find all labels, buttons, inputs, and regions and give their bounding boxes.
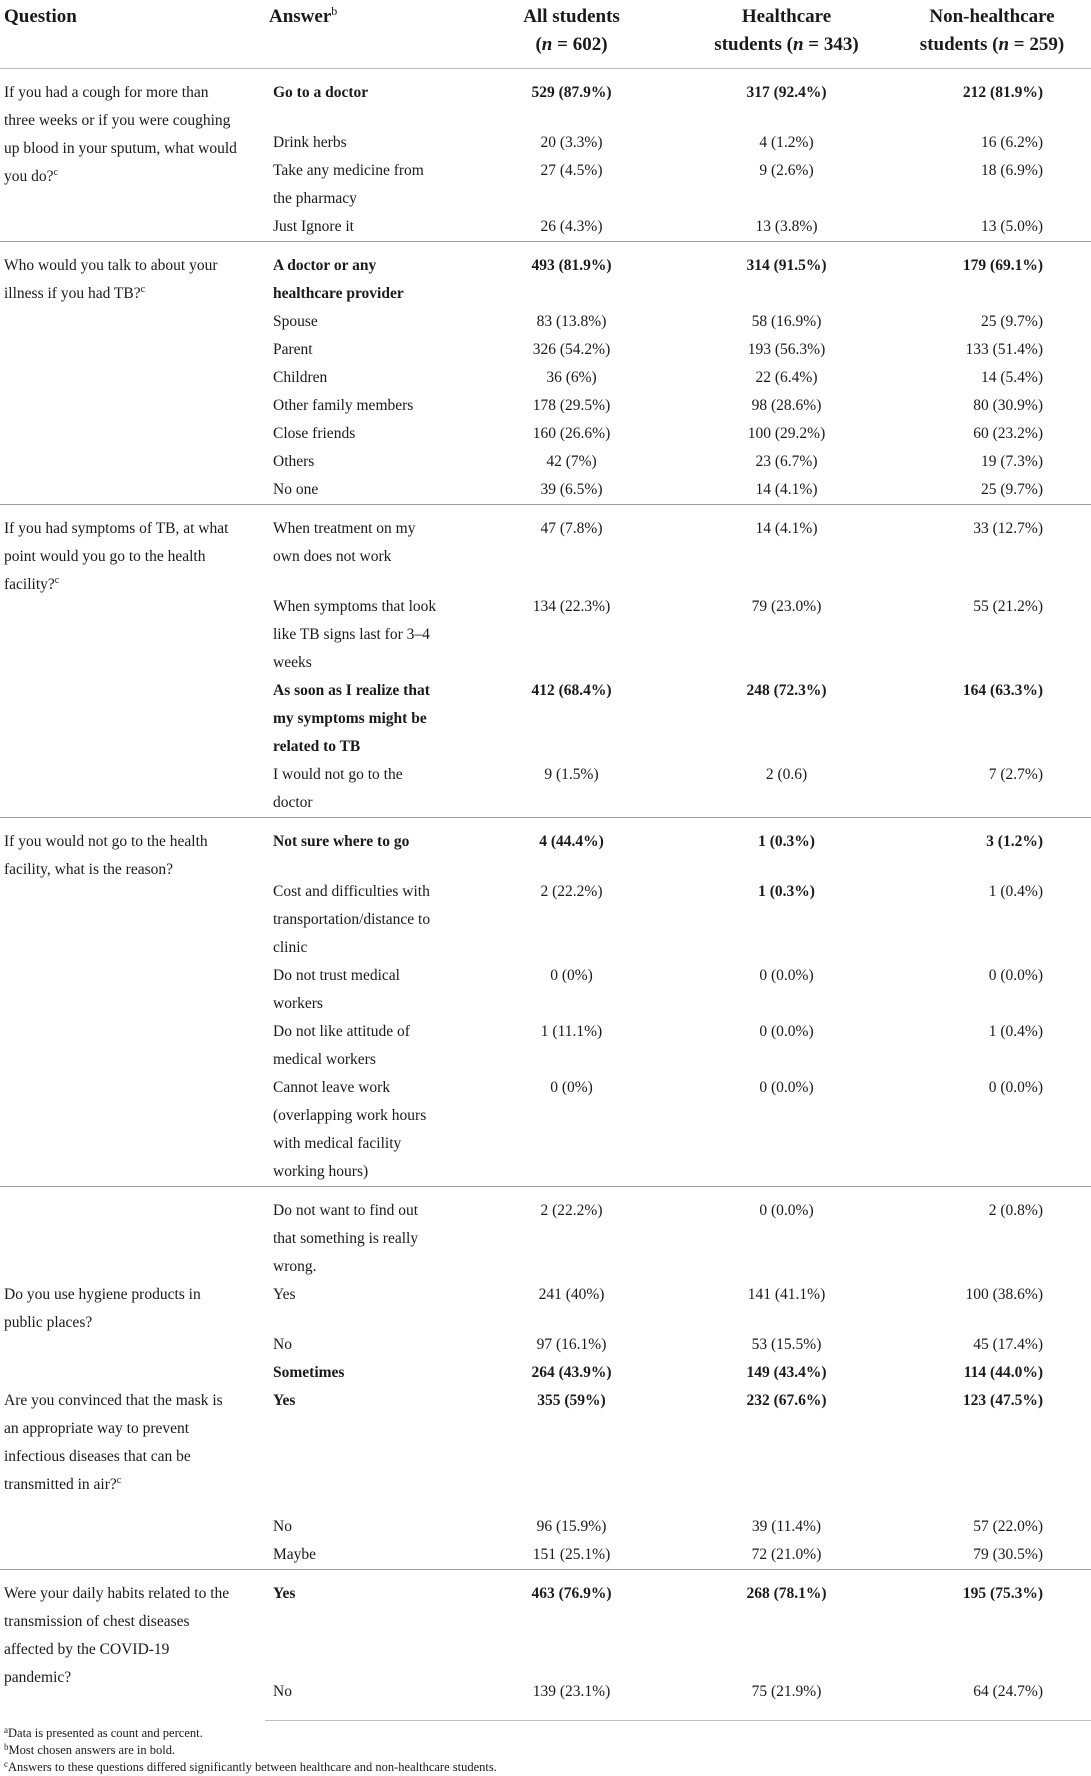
answer-cell: No one [273, 481, 319, 498]
non-healthcare-cell: 195 (75.3%) [895, 1570, 1091, 1679]
all-students-cell: 47 (7.8%) [465, 505, 680, 594]
healthcare-cell: 149 (43.4%) [746, 1364, 827, 1381]
all-students-cell: 9 (1.5%) [544, 766, 599, 783]
non-healthcare-cell: 79 (30.5%) [973, 1546, 1043, 1563]
all-students-cell: 97 (16.1%) [536, 1336, 607, 1353]
answer-cell: Cannot leave work (overlapping work hours with medical facility working hours) [273, 1079, 427, 1180]
healthcare-cell: 14 (4.1%) [680, 505, 895, 594]
non-healthcare-cell: 133 (51.4%) [965, 341, 1043, 358]
table-row [0, 818, 1091, 879]
answer-cell: Yes [265, 1570, 465, 1679]
answer-cell: Just Ignore it [273, 218, 354, 235]
non-healthcare-cell: 212 (81.9%) [962, 84, 1043, 101]
healthcare-cell: 2 (0.6) [765, 766, 808, 783]
table-row [0, 505, 1091, 594]
healthcare-cell: 9 (2.6%) [759, 162, 814, 179]
all-students-cell: 20 (3.3%) [540, 134, 603, 151]
header-answer-footnote-marker: b [331, 4, 338, 18]
header-non-healthcare-students: Non-healthcare students (n = 259) [895, 2, 1091, 69]
healthcare-cell: 39 (11.4%) [751, 1518, 822, 1535]
healthcare-cell: 141 (41.1%) [747, 1286, 826, 1303]
non-healthcare-cell: 7 (2.7%) [988, 766, 1043, 783]
question-cell: Were your daily habits related to the transmission of chest diseases affected by the COVID-19 pandemic? [0, 1570, 265, 1721]
non-healthcare-cell: 45 (17.4%) [973, 1336, 1043, 1353]
all-students-cell: 412 (68.4%) [531, 682, 612, 699]
all-students-cell: 96 (15.9%) [536, 1518, 607, 1535]
all-students-cell: 0 (0%) [550, 1079, 593, 1096]
non-healthcare-cell: 55 (21.2%) [973, 598, 1043, 615]
answer-cell: Drink herbs [273, 134, 347, 151]
answer-cell: Children [273, 369, 328, 386]
healthcare-cell: 317 (92.4%) [746, 84, 827, 101]
answer-cell: Do not like attitude of medical workers [273, 1023, 410, 1068]
healthcare-cell: 72 (21.0%) [751, 1546, 822, 1563]
footnote-c: $^c$Answers to these questions differed significantly between healthcare and non-healthcare students. [4, 1759, 497, 1774]
non-healthcare-cell: 80 (30.9%) [973, 397, 1043, 414]
question-cell: Are you convinced that the mask is an appropriate way to prevent infectious diseases that can be transmitted in air?$^c$ [4, 1392, 223, 1493]
all-students-cell: 36 (6%) [546, 369, 597, 386]
healthcare-cell: 22 (6.4%) [755, 369, 818, 386]
all-students-cell: 151 (25.1%) [532, 1546, 611, 1563]
healthcare-cell: 75 (21.9%) [680, 1678, 895, 1721]
answer-cell: Yes [273, 1286, 296, 1303]
table-row [0, 1387, 1091, 1513]
non-healthcare-cell: 1 (0.4%) [988, 883, 1043, 900]
all-students-cell: 27 (4.5%) [540, 162, 603, 179]
healthcare-cell: 100 (29.2%) [747, 425, 826, 442]
healthcare-cell: 14 (4.1%) [755, 481, 818, 498]
answer-cell: When treatment on my own does not work [265, 505, 465, 594]
non-healthcare-cell: 25 (9.7%) [981, 313, 1043, 330]
answer-cell: Maybe [273, 1546, 317, 1563]
non-healthcare-cell: 13 (5.0%) [981, 218, 1043, 235]
all-students-cell: 39 (6.5%) [540, 481, 603, 498]
all-students-cell: 0 (0%) [550, 967, 593, 984]
all-students-cell: 1 (11.1%) [540, 1023, 603, 1040]
healthcare-cell: 13 (3.8%) [755, 218, 818, 235]
answer-cell: I would not go to the doctor [273, 766, 403, 811]
header-all-students: All students (n = 602) [465, 2, 680, 69]
footnote-b: $^b$Most chosen answers are in bold. [4, 1742, 176, 1757]
table-row [0, 1187, 1091, 1282]
healthcare-cell: 232 (67.6%) [746, 1392, 827, 1409]
all-students-cell: 529 (87.9%) [531, 84, 612, 101]
question-cell [0, 1187, 265, 1282]
table-row [0, 1570, 1091, 1679]
non-healthcare-cell: 18 (6.9%) [981, 162, 1043, 179]
non-healthcare-cell: 164 (63.3%) [962, 682, 1043, 699]
healthcare-cell: 314 (91.5%) [680, 242, 895, 309]
all-students-cell: 134 (22.3%) [532, 598, 611, 615]
table-row [0, 1281, 1091, 1331]
question-cell: If you would not go to the health facility, what is the reason? [0, 818, 265, 1187]
healthcare-cell: 0 (0.0%) [759, 1023, 814, 1040]
all-students-cell: 326 (54.2%) [532, 341, 611, 358]
non-healthcare-cell: 25 (9.7%) [981, 481, 1043, 498]
non-healthcare-cell: 60 (23.2%) [973, 425, 1043, 442]
all-students-cell: 463 (76.9%) [465, 1570, 680, 1679]
footnote-a: $^a$Data is presented as count and percent. [4, 1725, 203, 1740]
healthcare-cell: 79 (23.0%) [751, 598, 822, 615]
non-healthcare-cell: 100 (38.6%) [965, 1286, 1043, 1303]
question-cell: Do you use hygiene products in public places? [4, 1286, 201, 1331]
healthcare-cell: 268 (78.1%) [680, 1570, 895, 1679]
non-healthcare-cell: 64 (24.7%) [895, 1678, 1091, 1721]
header-question: Question [0, 2, 265, 69]
answer-cell: Do not trust medical workers [273, 967, 400, 1012]
answer-cell: A doctor or any healthcare provider [265, 242, 465, 309]
healthcare-cell: 0 (0.0%) [759, 967, 814, 984]
header-healthcare-students: Healthcare students (n = 343) [680, 2, 895, 69]
healthcare-cell: 58 (16.9%) [751, 313, 822, 330]
non-healthcare-cell: 14 (5.4%) [981, 369, 1043, 386]
answer-cell: Take any medicine from the pharmacy [273, 162, 424, 207]
all-students-cell: 160 (26.6%) [532, 425, 611, 442]
answer-cell: Other family members [273, 397, 414, 414]
all-students-cell: 2 (22.2%) [465, 1187, 680, 1282]
non-healthcare-cell: 16 (6.2%) [981, 134, 1043, 151]
all-students-cell: 83 (13.8%) [536, 313, 607, 330]
answer-cell: No [273, 1518, 292, 1535]
question-cell: Who would you talk to about your illness if you had TB?$^c$ [0, 242, 265, 505]
answer-cell: No [273, 1336, 292, 1353]
non-healthcare-cell: 179 (69.1%) [895, 242, 1091, 309]
non-healthcare-cell: 123 (47.5%) [962, 1392, 1043, 1409]
table-row [0, 69, 1091, 130]
healthcare-cell: 23 (6.7%) [755, 453, 818, 470]
healthcare-cell: 0 (0.0%) [759, 1079, 814, 1096]
answer-cell: As soon as I realize that my symptoms might be related to TB [273, 682, 430, 755]
results-table [0, 2, 1091, 1721]
all-students-cell: 493 (81.9%) [465, 242, 680, 309]
non-healthcare-cell: 1 (0.4%) [988, 1023, 1043, 1040]
question-cell: If you had symptoms of TB, at what point would you go to the health facility?$^c$ [0, 505, 265, 818]
all-students-cell: 4 (44.4%) [465, 818, 680, 879]
all-students-cell: 264 (43.9%) [531, 1364, 612, 1381]
healthcare-cell: 248 (72.3%) [746, 682, 827, 699]
answer-cell: Not sure where to go [265, 818, 465, 879]
non-healthcare-cell: 2 (0.8%) [895, 1187, 1091, 1282]
question-cell: If you had a cough for more than three weeks or if you were coughing up blood in your sputum, what would you do?$^c$ [4, 84, 237, 185]
healthcare-cell: 4 (1.2%) [759, 134, 814, 151]
answer-cell: Yes [273, 1392, 296, 1409]
all-students-cell: 355 (59%) [537, 1392, 606, 1409]
answer-cell: Parent [273, 341, 313, 358]
answer-cell: Close friends [273, 425, 356, 442]
answer-cell: When symptoms that look like TB signs last for 3–4 weeks [273, 598, 437, 671]
non-healthcare-cell: 57 (22.0%) [973, 1518, 1043, 1535]
healthcare-cell: 193 (56.3%) [747, 341, 826, 358]
non-healthcare-cell: 0 (0.0%) [988, 967, 1043, 984]
all-students-cell: 178 (29.5%) [532, 397, 611, 414]
non-healthcare-cell: 114 (44.0%) [963, 1364, 1043, 1381]
healthcare-cell: 53 (15.5%) [751, 1336, 822, 1353]
non-healthcare-cell: 3 (1.2%) [895, 818, 1091, 879]
answer-cell: Cost and difficulties with transportation/distance to clinic [273, 883, 431, 956]
answer-cell: Do not want to find out that something is really wrong. [265, 1187, 465, 1282]
table-row [0, 242, 1091, 309]
non-healthcare-cell: 33 (12.7%) [895, 505, 1091, 594]
all-students-cell: 241 (40%) [538, 1286, 605, 1303]
all-students-cell: 42 (7%) [546, 453, 597, 470]
non-healthcare-cell: 0 (0.0%) [988, 1079, 1043, 1096]
table-footnotes [0, 1721, 1091, 1776]
header-row [0, 2, 1091, 69]
healthcare-cell: 1 (0.3%) [680, 818, 895, 879]
header-answer: Answer$^b$ [265, 2, 465, 69]
answer-cell: Spouse [273, 313, 318, 330]
answer-cell: Go to a doctor [273, 84, 369, 101]
all-students-cell: 26 (4.3%) [540, 218, 603, 235]
all-students-cell: 2 (22.2%) [540, 883, 603, 900]
answer-cell: Others [273, 453, 315, 470]
non-healthcare-cell: 19 (7.3%) [981, 453, 1043, 470]
healthcare-cell: 1 (0.3%) [758, 883, 815, 900]
healthcare-cell: 98 (28.6%) [751, 397, 822, 414]
all-students-cell: 139 (23.1%) [465, 1678, 680, 1721]
answer-cell: Sometimes [273, 1364, 345, 1381]
healthcare-cell: 0 (0.0%) [680, 1187, 895, 1282]
answer-cell: No [265, 1678, 465, 1721]
